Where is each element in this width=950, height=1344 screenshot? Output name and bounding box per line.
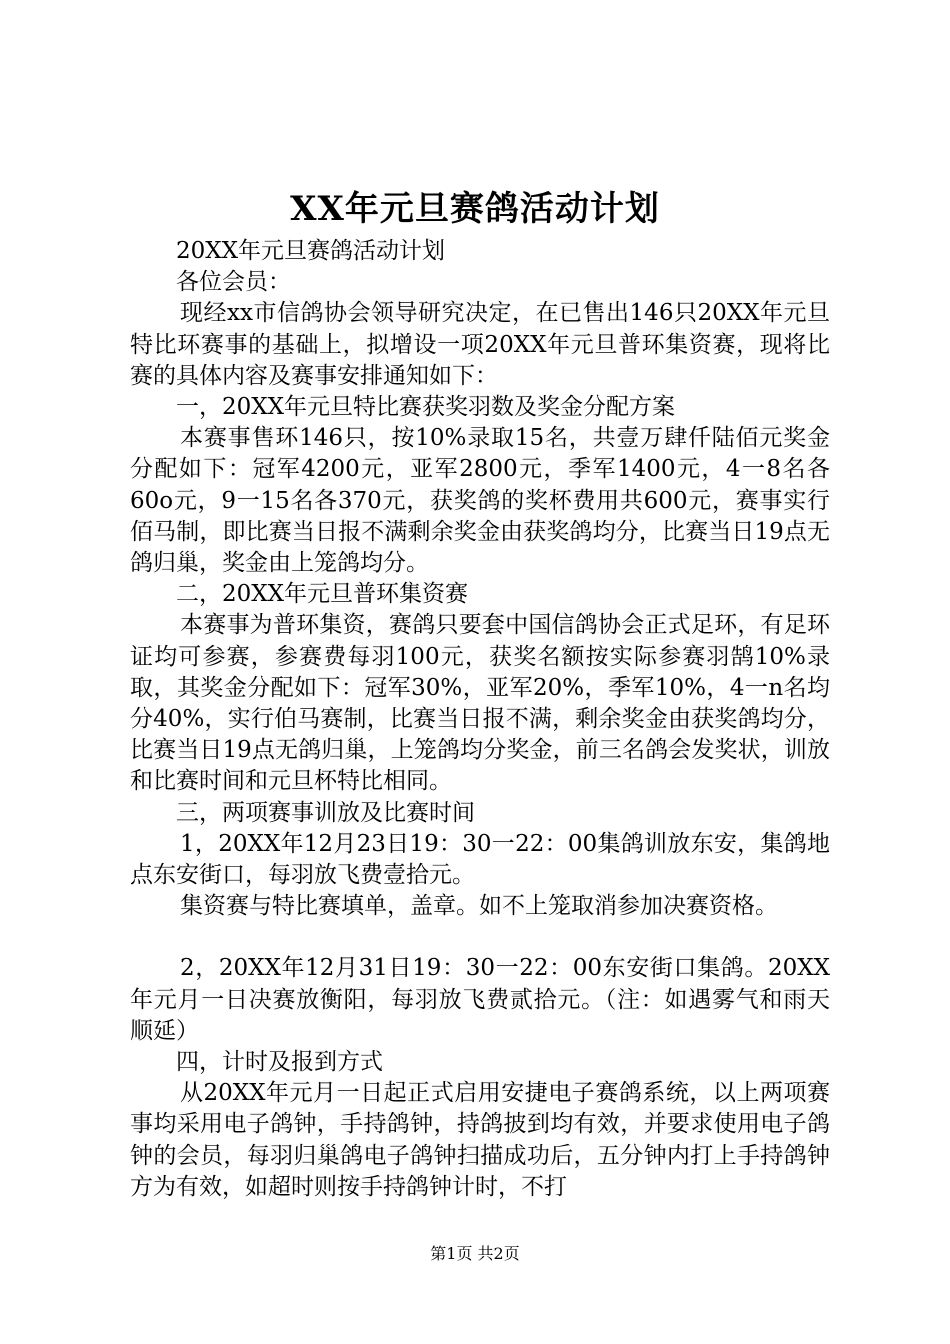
section-2-paragraph: 本赛事为普环集资，赛鸽只要套中国信鸽协会正式足环，有足环证均可参赛，参赛费每羽100元，获奖名额按实际参赛羽鹄10%录取，其奖金分配如下：冠军30%，亚军20%，季军10%，4一n名均分40%，实行伯马赛制，比赛当日报不满，剩余奖金由获奖鸽均分，比赛当日19点无鸽归巢，上笼鸽均分奖金，前三名鸽会发奖状，训放和比赛时间和元旦杯特比相同。 — [130, 612, 830, 795]
salutation: 各位会员： — [176, 269, 291, 296]
intro-paragraph: 现经xx市信鸽协会领导研究决定，在已售出146只20XX年元旦特比环赛事的基础上，拟增设一项20XX年元旦普环集资赛，现将比赛的具体内容及赛事安排通知如下： — [130, 300, 830, 389]
section-heading-2: 二，20XX年元旦普环集资赛 — [176, 581, 469, 608]
schedule-item-1: 1，20XX年12月23日19：30一22：00集鸽训放东安，集鸽地点东安街口，每羽放飞费壹拾元。 — [130, 830, 830, 889]
document-body — [130, 236, 830, 1203]
section-4-paragraph: 从20XX年元月一日起正式启用安捷电子赛鸽系统，以上两项赛事均采用电子鸽钟，手持鸽钟，持鸽披到均有效，并要求使用电子鸽钟的会员，每羽归巢鸽电子鸽钟扫描成功后，五分钟内打上手持鸽钟方为有效，如超时则按手持鸽钟计时，不打 — [130, 1080, 830, 1200]
schedule-item-2: 2，20XX年12月31日19：30一22：00东安街口集鸽。20XX年元月一日决赛放衡阳，每羽放飞费贰拾元。（注：如遇雾气和雨天顺延） — [130, 955, 830, 1044]
subtitle-line: 20XX年元旦赛鸽活动计划 — [176, 238, 446, 264]
schedule-note: 集资赛与特比赛填单，盖章。如不上笼取消参加决赛资格。 — [180, 893, 778, 920]
document-title: XX年元旦赛鸽活动计划 — [290, 189, 660, 229]
blank-line — [130, 922, 830, 953]
section-heading-4: 四，计时及报到方式 — [176, 1049, 383, 1076]
section-1-paragraph: 本赛事售环146只，按10%录取15名，共壹万肆仟陆佰元奖金分配如下：冠军4200元，亚军2800元，季军1400元，4一8名各60o元，9一15名各370元，获奖鸽的奖杯费用共600元，赛事实行佰马制，即比赛当日报不满剩余奖金由获奖鸽均分，比赛当日19点无鸽归巢，奖金由上笼鸽均分。 — [130, 425, 830, 577]
section-heading-3: 三，两项赛事训放及比赛时间 — [176, 799, 475, 826]
section-heading-1: 一，20XX年元旦特比赛获奖羽数及奖金分配方案 — [176, 394, 676, 421]
page-footer: 第1页 共2页 — [430, 1244, 520, 1263]
